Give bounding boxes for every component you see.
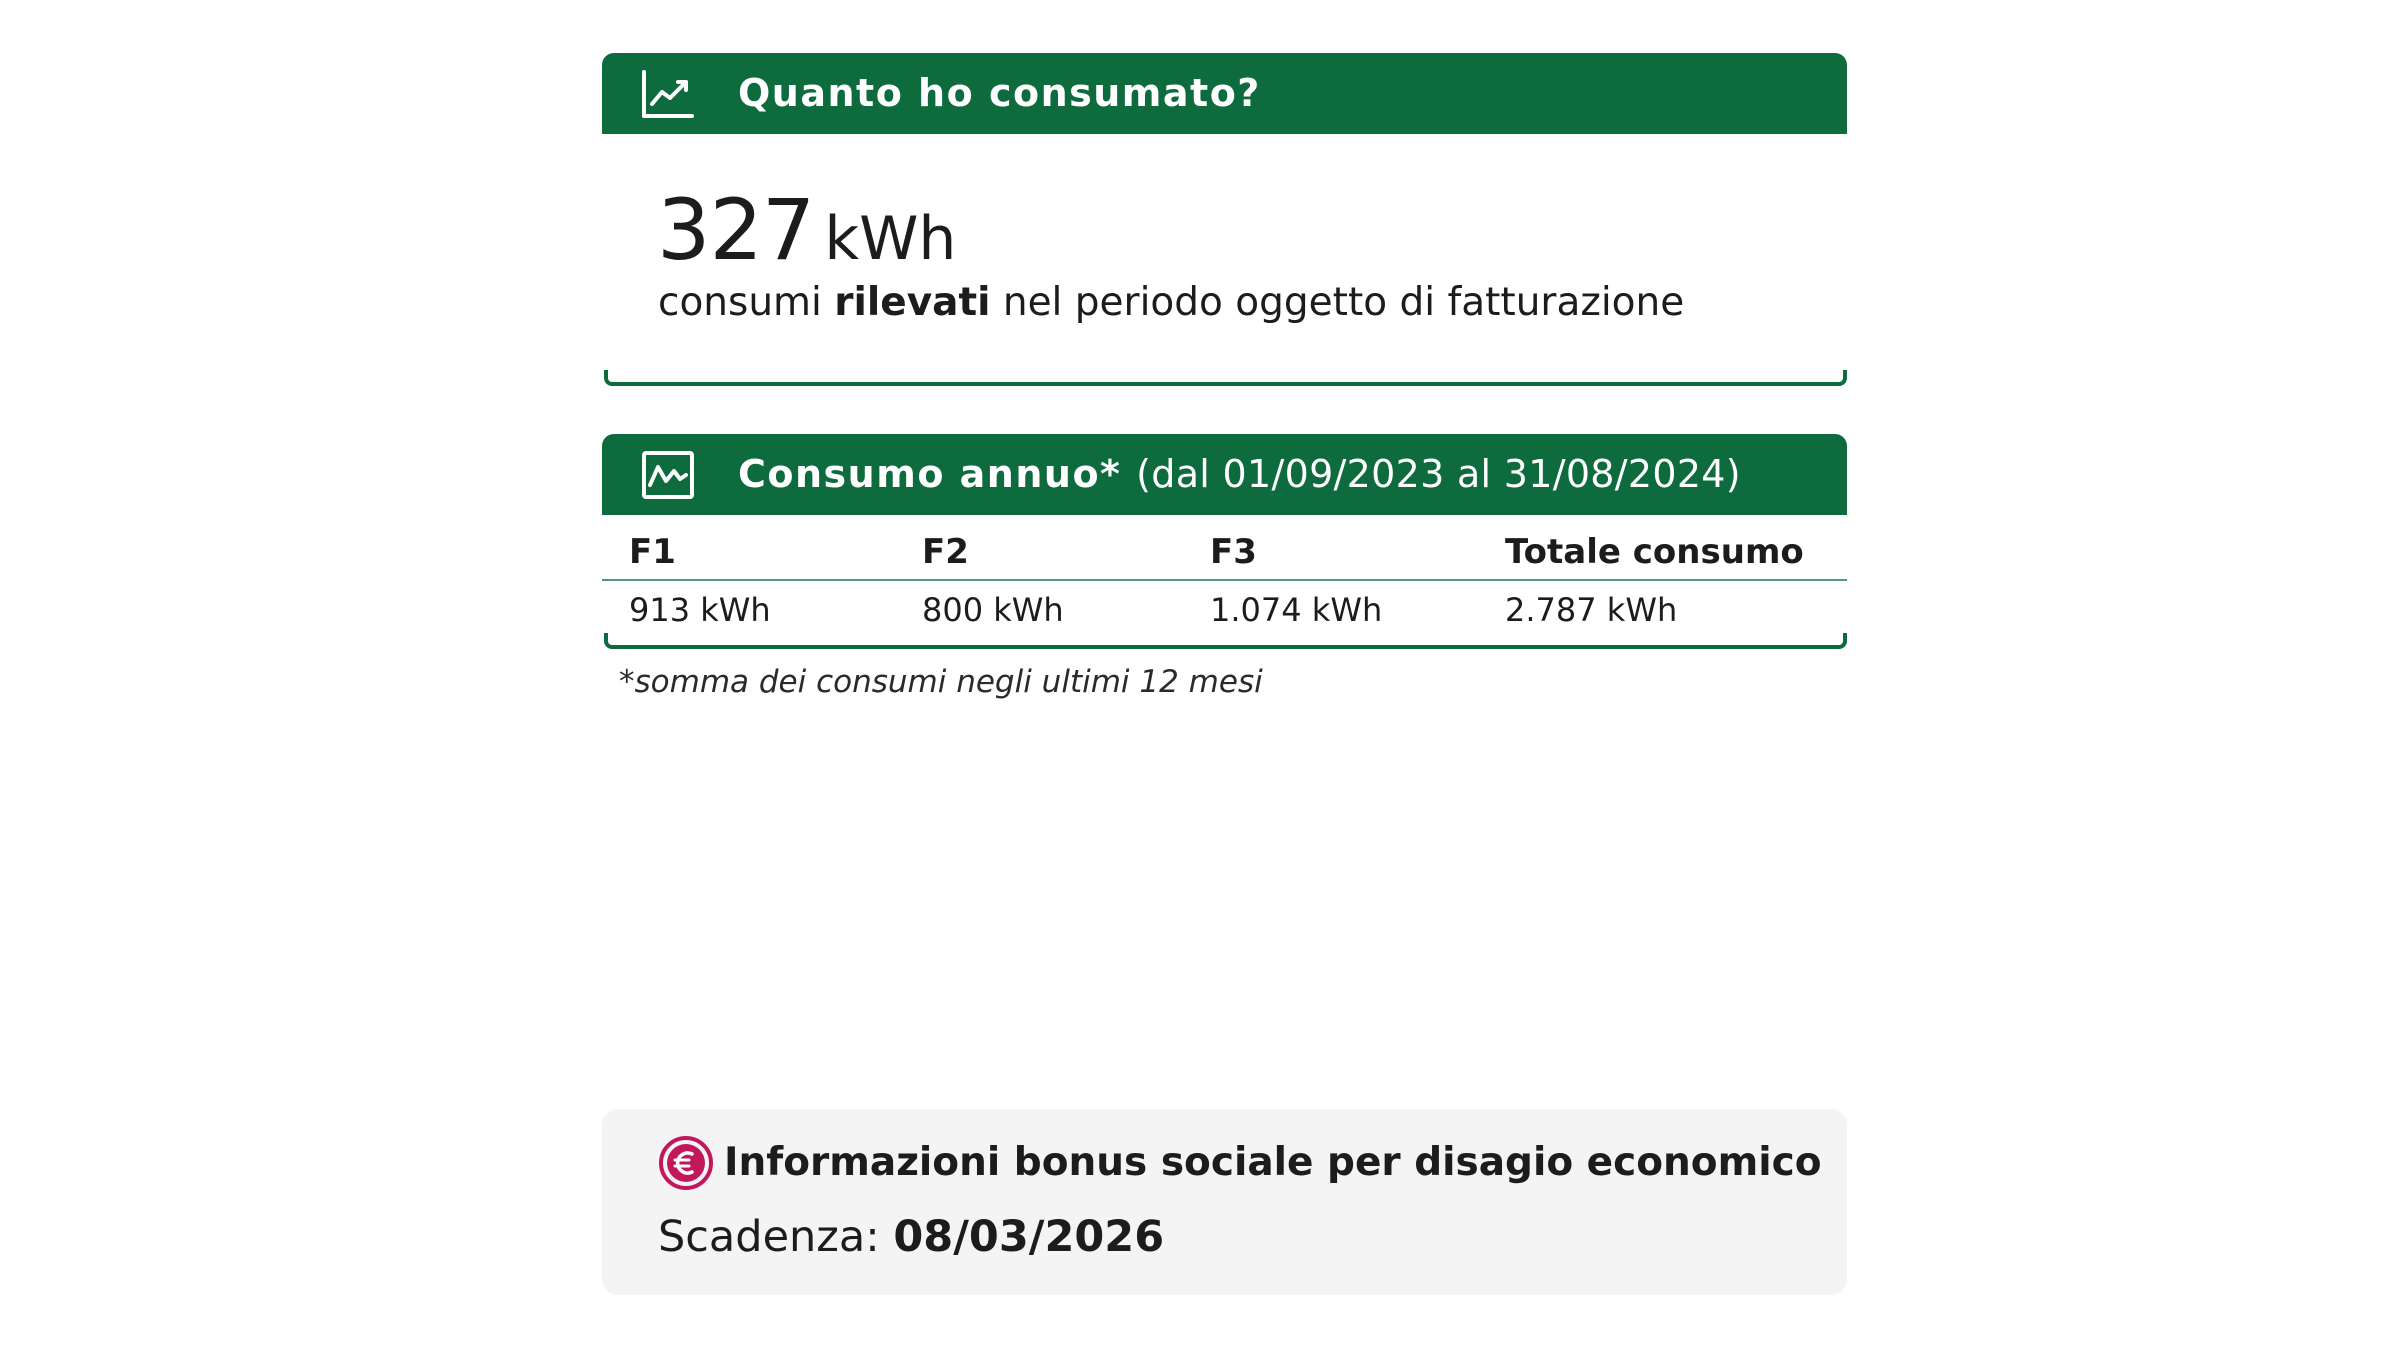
table-value-f2: 800 kWh bbox=[922, 591, 1064, 629]
annual-consumption-title: Consumo annuo* bbox=[738, 452, 1122, 496]
deadline-value: 08/03/2026 bbox=[893, 1212, 1165, 1262]
table-header-f3: F3 bbox=[1210, 532, 1257, 572]
desc-pre: consumi bbox=[658, 280, 835, 325]
bonus-sociale-box bbox=[602, 1109, 1847, 1295]
activity-chart-icon bbox=[640, 449, 696, 501]
desc-post: nel periodo oggetto di fatturazione bbox=[990, 280, 1685, 325]
table-value-f3: 1.074 kWh bbox=[1210, 591, 1383, 629]
deadline-label: Scadenza: bbox=[658, 1212, 894, 1262]
consumption-title: Quanto ho consumato? bbox=[738, 71, 1261, 115]
consumption-value-block bbox=[657, 180, 956, 289]
table-value-total: 2.787 kWh bbox=[1505, 591, 1678, 629]
consumption-card-bottom-border bbox=[604, 370, 1847, 386]
bonus-title: Informazioni bonus sociale per disagio economico bbox=[724, 1140, 1822, 1185]
consumption-header bbox=[602, 53, 1847, 134]
annual-consumption-title-row bbox=[738, 434, 1741, 515]
table-header-f1: F1 bbox=[629, 532, 676, 572]
consumption-unit: kWh bbox=[824, 204, 957, 274]
annual-consumption-period: (dal 01/09/2023 al 31/08/2024) bbox=[1136, 452, 1741, 496]
euro-icon bbox=[658, 1135, 714, 1191]
consumption-description bbox=[658, 278, 1684, 328]
table-header-total: Totale consumo bbox=[1505, 532, 1804, 572]
table-header-f2: F2 bbox=[922, 532, 969, 572]
bonus-deadline bbox=[658, 1207, 1164, 1267]
consumption-value: 327 bbox=[657, 181, 815, 279]
annual-footnote: *somma dei consumi negli ultimi 12 mesi bbox=[619, 664, 1263, 700]
table-divider bbox=[602, 579, 1847, 581]
table-value-f1: 913 kWh bbox=[629, 591, 771, 629]
annual-consumption-header bbox=[602, 434, 1847, 515]
desc-bold: rilevati bbox=[834, 280, 991, 325]
annual-card-bottom-border bbox=[604, 633, 1847, 649]
line-chart-icon bbox=[640, 68, 696, 120]
